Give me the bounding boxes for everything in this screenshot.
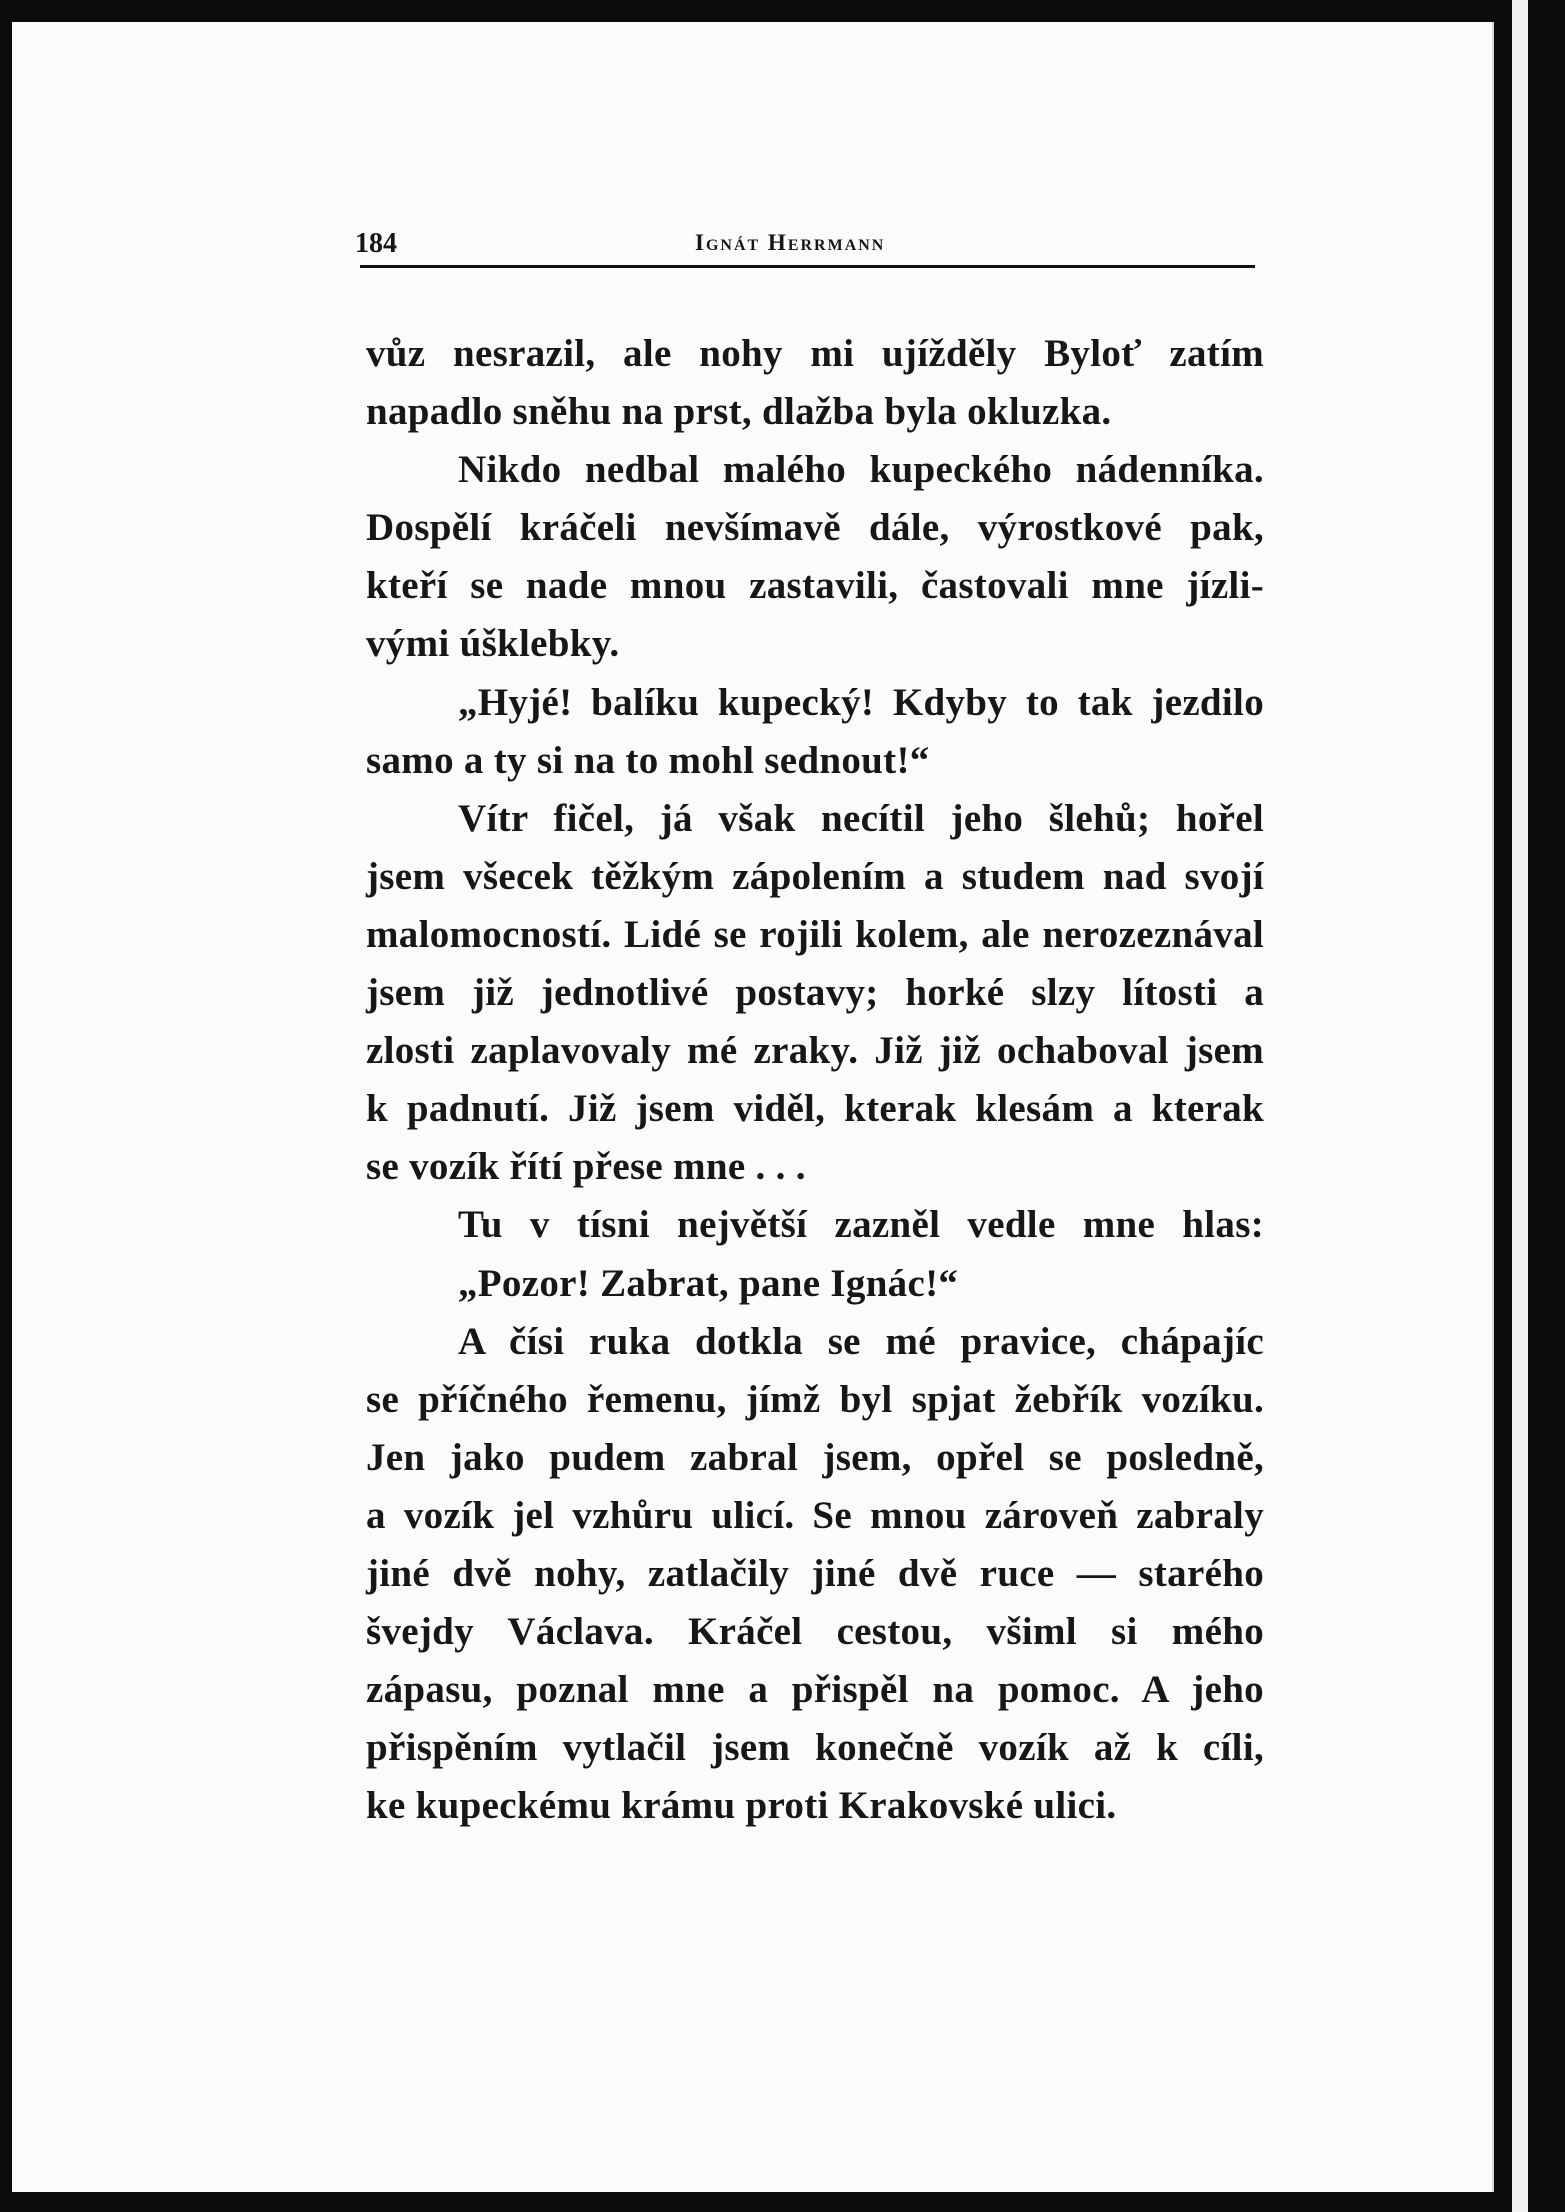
page-number: 184 <box>355 228 397 259</box>
text-line: jsem všecek těžkým zápolením a studem nad svojí <box>366 854 1264 898</box>
text-line: Jen jako pudem zabral jsem, opřel se posledně, <box>366 1435 1264 1479</box>
text-line: „Hyjé! balíku kupecký! Kdyby to tak jezdilo <box>458 680 1264 724</box>
page-header <box>355 228 1255 268</box>
text-line: Vítr fičel, já však necítil jeho šlehů; hořel <box>458 796 1264 840</box>
text-line: švejdy Václava. Kráčel cestou, všiml si mého <box>366 1610 1264 1654</box>
text-line: přispěním vytlačil jsem konečně vozík až k cíli, <box>366 1726 1264 1770</box>
text-line: se příčného řemenu, jímž byl spjat žebřík vozíku. <box>366 1377 1264 1421</box>
text-line: vými úšklebky. <box>366 622 620 666</box>
text-line: k padnutí. Již jsem viděl, kterak klesám a kterak <box>366 1087 1264 1131</box>
text-line: jsem již jednotlivé postavy; horké slzy lítosti a <box>366 971 1264 1015</box>
text-line: ke kupeckému krámu proti Krakovské ulici. <box>366 1784 1117 1828</box>
text-line: malomocností. Lidé se rojili kolem, ale nerozeznával <box>366 912 1264 956</box>
header-rule <box>360 265 1255 268</box>
page-edge <box>1512 0 1528 2212</box>
text-line: zlosti zaplavovaly mé zraky. Již již ochaboval jsem <box>366 1029 1264 1073</box>
text-line: zápasu, poznal mne a přispěl na pomoc. A jeho <box>366 1668 1264 1712</box>
text-line: „Pozor! Zabrat, pane Ignác!“ <box>458 1261 959 1305</box>
text-line: samo a ty si na to mohl sednout!“ <box>366 738 930 782</box>
text-line: napadlo sněhu na prst, dlažba byla okluzka. <box>366 390 1112 434</box>
body-text <box>366 325 1264 1835</box>
text-line: jiné dvě nohy, zatlačily jiné dvě ruce — starého <box>366 1551 1264 1595</box>
text-line: Tu v tísni největší zazněl vedle mne hlas: <box>458 1203 1264 1247</box>
text-line: se vozík řítí přese mne . . . <box>366 1145 806 1189</box>
running-head: Ignát Herrmann <box>695 230 886 255</box>
text-line: kteří se nade mnou zastavili, častovali mne jízli- <box>366 564 1264 608</box>
text-line: Nikdo nedbal malého kupeckého nádenníka. <box>458 448 1264 492</box>
text-line: vůz nesrazil, ale nohy mi ujížděly Byloť zatím <box>366 332 1264 375</box>
text-line: A čísi ruka dotkla se mé pravice, chápajíc <box>458 1319 1264 1363</box>
text-line: a vozík jel vzhůru ulicí. Se mnou zároveň zabraly <box>366 1493 1264 1537</box>
text-line: Dospělí kráčeli nevšímavě dále, výrostkové pak, <box>366 506 1264 550</box>
